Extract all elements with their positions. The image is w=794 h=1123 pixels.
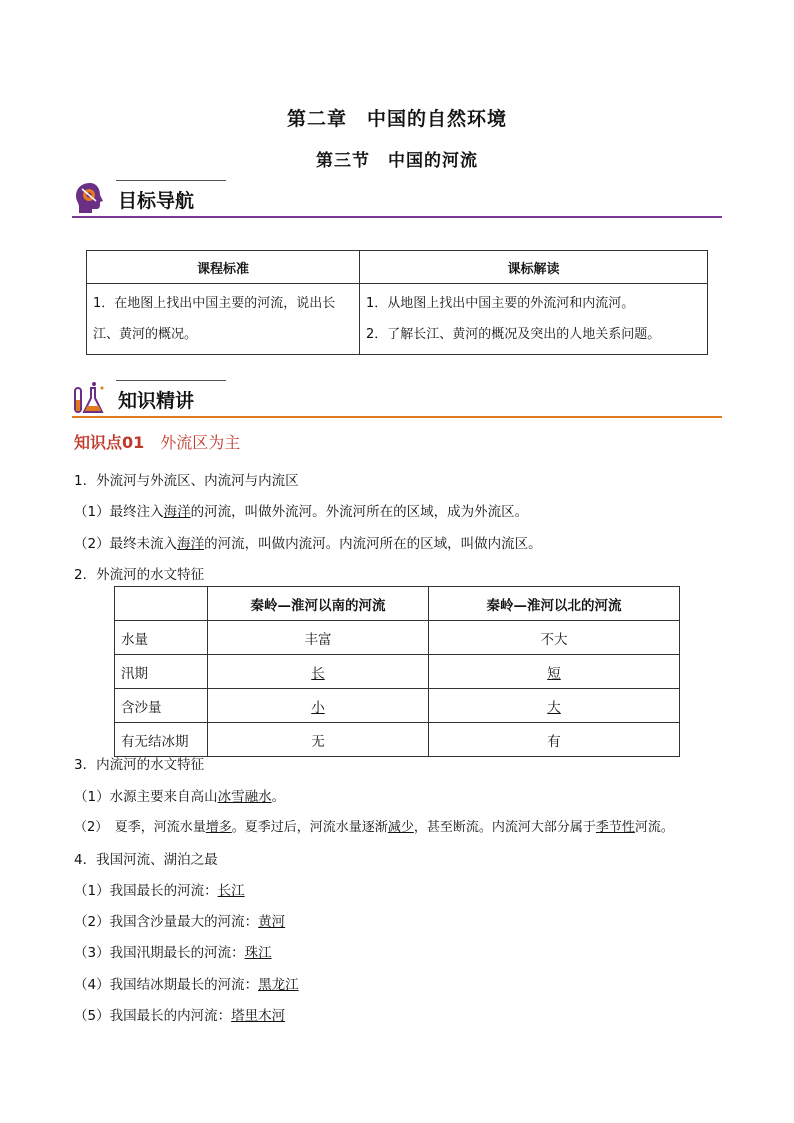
item3-b-mid-2: ，甚至断流。内流河大部分属于 xyxy=(413,820,596,835)
section-title: 第三节 中国的河流 xyxy=(316,151,478,171)
standards-header-curriculum: 课程标准 xyxy=(87,251,360,284)
record-prefix: （4）我国结冰期最长的河流： xyxy=(74,977,259,993)
hydro-row-label: 水量 xyxy=(115,621,208,655)
item3-b-mid-1: 。夏季过后，河流水量逐渐 xyxy=(231,820,388,835)
item3-a-answer: 冰雪融水 xyxy=(217,789,272,805)
table-row xyxy=(115,689,680,723)
item1-a xyxy=(74,500,528,520)
item3-a xyxy=(74,785,285,805)
item3-b-answer-1: 增多 xyxy=(205,820,232,835)
table-row xyxy=(115,621,680,655)
hydro-north-value: 有 xyxy=(429,723,680,757)
hydro-row-label: 含沙量 xyxy=(115,689,208,723)
goal-banner-label: 目标导航 xyxy=(118,190,195,212)
record-answer: 珠江 xyxy=(244,945,272,961)
record-prefix: （1）我国最长的河流： xyxy=(74,883,218,899)
hydro-north-value xyxy=(429,689,680,723)
hydro-north-value xyxy=(429,655,680,689)
chapter-title: 第二章 中国的自然环境 xyxy=(286,108,507,130)
hydro-south-value xyxy=(208,655,429,689)
knowledge-banner-label: 知识精讲 xyxy=(118,390,195,412)
item3-a-post: 。 xyxy=(271,789,286,805)
item3-a-pre: （1）水源主要来自高山 xyxy=(74,789,218,805)
standards-curriculum-text: 1．在地图上找出中国主要的河流，说出长江、黄河的概况。 xyxy=(93,296,336,342)
standards-curriculum-cell xyxy=(87,284,360,355)
hydro-south-answer: 小 xyxy=(311,699,325,716)
table-row xyxy=(115,655,680,689)
list-item xyxy=(74,1004,285,1024)
standards-interpretation-item: 2．了解长江、黄河的概况及突出的人地关系问题。 xyxy=(366,327,661,342)
item3-b-pre: （2） 夏季，河流水量 xyxy=(74,820,206,835)
item3-b-answer-2: 减少 xyxy=(387,820,414,835)
item1-a-answer: 海洋 xyxy=(163,504,191,520)
list-item xyxy=(74,973,299,993)
knowledge-point-title: 外流区为主 xyxy=(160,433,241,452)
record-prefix: （5）我国最长的内河流： xyxy=(74,1008,232,1024)
standards-interpretation-item: 1．从地图上找出中国主要的外流河和内流河。 xyxy=(366,296,635,311)
record-answer: 黄河 xyxy=(258,914,286,930)
list-item xyxy=(74,941,272,961)
hydro-north-value: 不大 xyxy=(429,621,680,655)
item1-b-post: 的河流，叫做内流河。内流河所在的区域，叫做内流区。 xyxy=(204,536,542,552)
list-item xyxy=(74,879,245,899)
item1-b xyxy=(74,532,542,552)
record-answer: 塔里木河 xyxy=(231,1008,286,1024)
item4-title: 4．我国河流、湖泊之最 xyxy=(74,852,218,868)
record-answer: 长江 xyxy=(217,883,245,899)
hydro-south-value xyxy=(208,689,429,723)
record-prefix: （3）我国汛期最长的河流： xyxy=(74,945,245,961)
item1-a-post: 的河流，叫做外流河。外流河所在的区域，成为外流区。 xyxy=(190,504,529,520)
hydro-south-value: 无 xyxy=(208,723,429,757)
item2-title: 2．外流河的水文特征 xyxy=(74,567,205,583)
hydro-row-label: 有无结冰期 xyxy=(115,723,208,757)
knowledge-point-heading xyxy=(74,430,240,453)
hydro-south-answer: 长 xyxy=(311,665,325,682)
hydro-header-blank xyxy=(115,587,208,621)
table-row xyxy=(115,723,680,757)
hydro-header-south: 秦岭—淮河以南的河流 xyxy=(208,587,429,621)
hydrology-table xyxy=(114,586,680,757)
lab-flask-icon xyxy=(72,380,108,416)
record-answer: 黑龙江 xyxy=(258,977,299,993)
item3-title: 3．内流河的水文特征 xyxy=(74,757,205,773)
item1-b-pre: （2）最终未流入 xyxy=(74,536,178,552)
standards-header-interpretation: 课标解读 xyxy=(360,251,708,284)
hydro-header-north: 秦岭—淮河以北的河流 xyxy=(429,587,680,621)
hydro-north-answer: 大 xyxy=(547,699,561,716)
standards-table xyxy=(86,250,708,355)
goal-banner xyxy=(72,180,722,220)
item3-b-answer-3: 季节性 xyxy=(595,820,635,835)
list-item xyxy=(74,910,285,930)
hydro-south-value: 丰富 xyxy=(208,621,429,655)
item1-a-pre: （1）最终注入 xyxy=(74,504,164,520)
knowledge-banner xyxy=(72,380,722,420)
standards-interpretation-cell xyxy=(360,284,708,355)
item3-b-post: 河流。 xyxy=(634,820,674,835)
hydro-north-answer: 短 xyxy=(547,665,561,682)
brain-gear-icon xyxy=(72,180,108,216)
hydro-row-label: 汛期 xyxy=(115,655,208,689)
item3-b xyxy=(74,816,674,835)
item1-b-answer: 海洋 xyxy=(177,536,205,552)
item1-title: 1．外流河与外流区、内流河与内流区 xyxy=(74,473,299,489)
knowledge-point-number: 知识点01 xyxy=(74,433,145,452)
record-prefix: （2）我国含沙量最大的河流： xyxy=(74,914,259,930)
